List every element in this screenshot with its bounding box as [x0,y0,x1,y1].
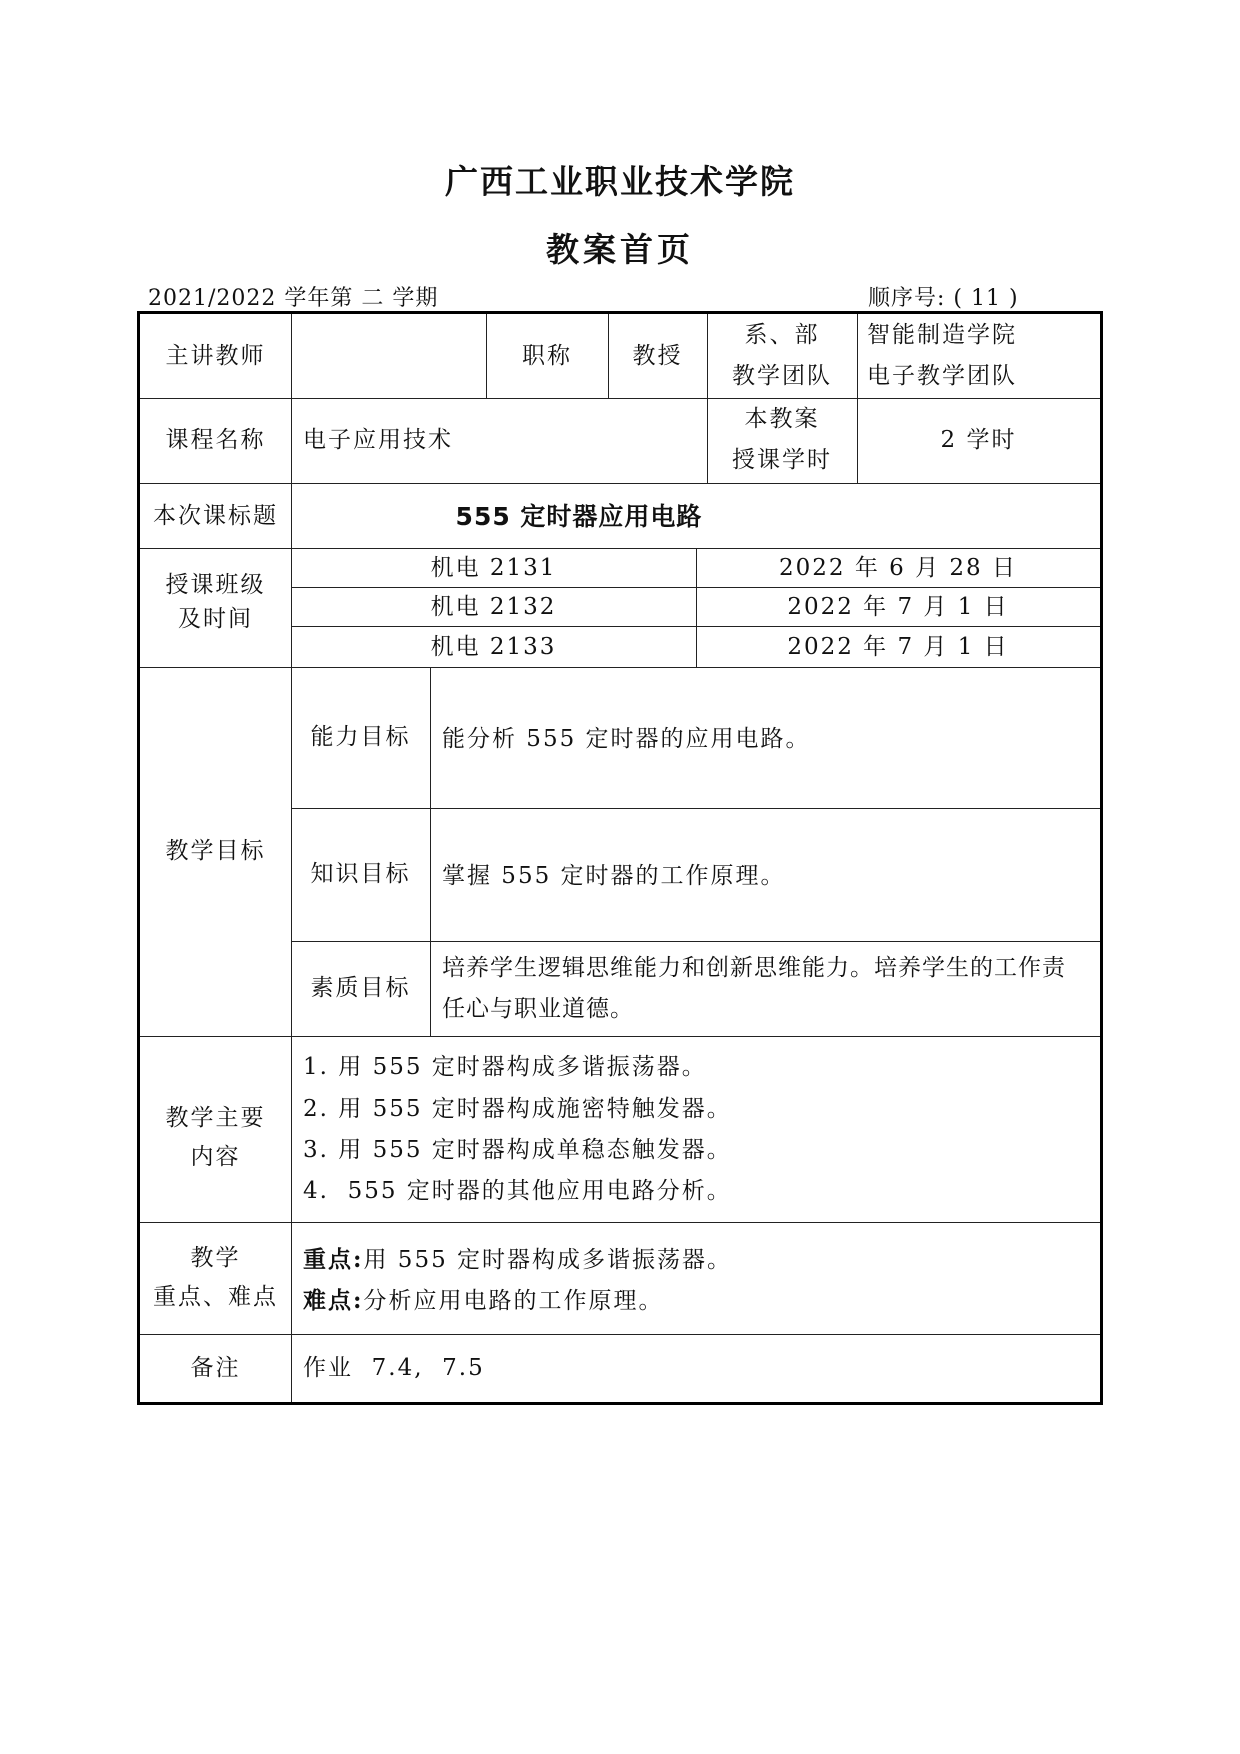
lesson-title: 555 定时器应用电路 [455,502,703,531]
schedule-class: 机电 2133 [430,634,557,660]
hours-label-line1: 本教案 [744,406,820,432]
hours-value: 2 学时 [940,427,1017,453]
objective-label: 能力目标 [310,724,411,750]
content-label-line1: 教学主要 [165,1105,266,1131]
schedule-date: 2022 年 6 月 28 日 [779,555,1017,581]
objective-label: 知识目标 [310,861,411,887]
objective-text: 能分析 555 定时器的应用电路。 [442,726,811,752]
course-name: 电子应用技术 [303,427,453,453]
remarks-value: 作业 7.4, 7.5 [303,1355,485,1381]
objective-text-line2: 任心与职业道德。 [442,996,634,1022]
objective-label: 素质目标 [310,975,411,1001]
difficult-point-label: 难点: [303,1287,364,1314]
row-divider [140,483,1100,484]
content-item: 3. 用 555 定时器构成单稳态触发器。 [303,1137,732,1163]
content-item: 1. 用 555 定时器构成多谐振荡器。 [303,1054,707,1080]
key-point-label: 重点: [303,1246,364,1273]
sequence-number: 顺序号: ( 11 ) [868,286,1019,311]
schedule-label-line1: 授课班级 [165,572,266,598]
remarks-label: 备注 [190,1355,241,1381]
key-point-text: 用 555 定时器构成多谐振荡器。 [363,1247,733,1273]
key-point [303,1239,1093,1281]
objective-divider [291,941,1100,942]
lesson-label: 本次课标题 [153,503,278,529]
title-value: 教授 [632,343,683,369]
focus-label-line1: 教学 [190,1245,241,1271]
row-divider [140,667,1100,668]
document-title: 教案首页 [546,230,694,269]
department-label-line1: 系、部 [744,322,820,348]
row-divider [140,398,1100,399]
schedule-label-line2: 及时间 [178,606,253,632]
schedule-class: 机电 2131 [430,555,557,581]
schedule-date: 2022 年 7 月 1 日 [787,634,1009,660]
course-label: 课程名称 [165,427,266,453]
school-title: 广西工业职业技术学院 [445,162,795,201]
schedule-date: 2022 年 7 月 1 日 [787,594,1009,620]
objective-text-line1: 培养学生逻辑思维能力和创新思维能力。培养学生的工作责 [442,955,1066,981]
col-divider [430,667,431,1036]
objective-text: 掌握 555 定时器的工作原理。 [442,863,786,889]
objectives-label: 教学目标 [165,838,266,864]
department-value-line2: 电子教学团队 [867,363,1017,389]
row-divider [140,1334,1100,1335]
difficult-point-text: 分析应用电路的工作原理。 [363,1288,664,1314]
content-item: 4. 555 定时器的其他应用电路分析。 [303,1178,732,1204]
department-label-line2: 教学团队 [732,363,832,389]
lesson-plan-table [137,311,1103,1405]
semester-label: 2021/2022 学年第 二 学期 [148,286,439,311]
row-divider [140,1036,1100,1037]
content-label-line2: 内容 [190,1144,241,1170]
difficult-point [303,1280,1093,1322]
department-value-line1: 智能制造学院 [867,322,1017,348]
schedule-class: 机电 2132 [430,594,557,620]
focus-label-line2: 重点、难点 [153,1284,278,1310]
content-item: 2. 用 555 定时器构成施密特触发器。 [303,1096,732,1122]
objective-divider [291,808,1100,809]
teacher-label: 主讲教师 [165,343,266,369]
row-divider [140,1222,1100,1223]
title-label: 职称 [522,343,572,369]
hours-label-line2: 授课学时 [732,447,832,473]
